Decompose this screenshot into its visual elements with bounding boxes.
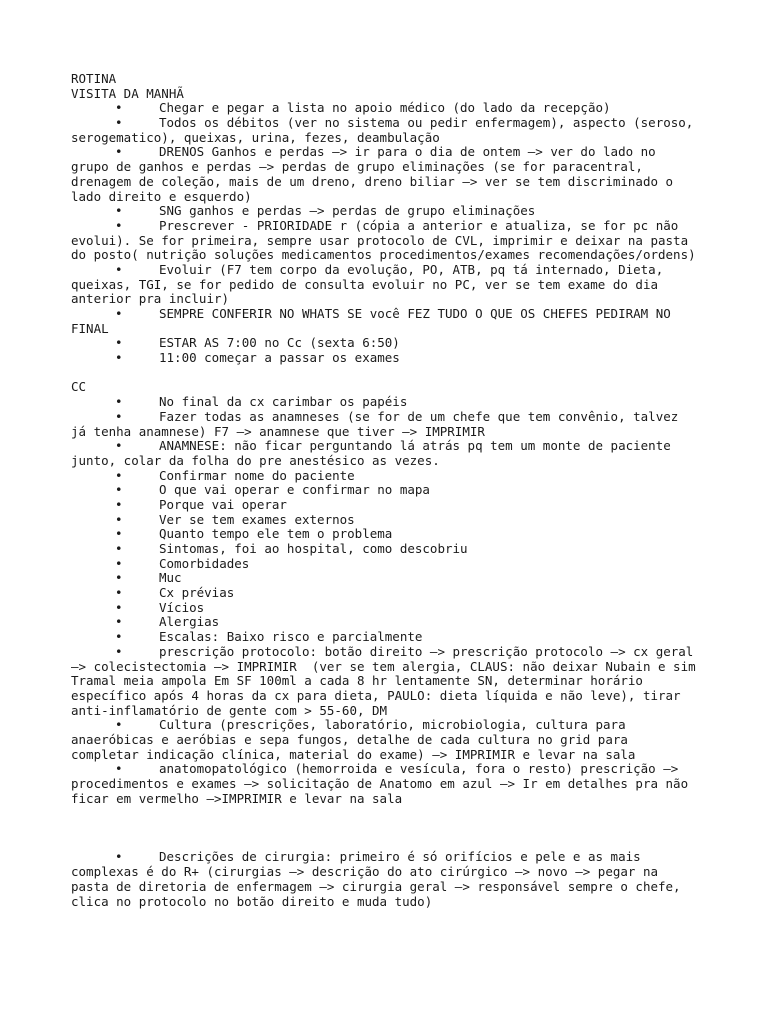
list-item-line: ficar em vermelho —>IMPRIMIR e levar na sala [71,790,403,806]
list-item-line: anatomopatológico (hemorroida e vesícula, fora o resto) prescrição —> [159,761,679,777]
list-item-line: FINAL [71,320,109,336]
list-item [71,557,711,572]
section-heading: VISITA DA MANHÃ [71,85,184,101]
bullet-icon: • [115,511,123,527]
bullet-icon: • [115,394,123,410]
list-item [71,630,711,645]
list-item-line: Alergias [159,614,220,630]
list-item [71,101,711,116]
bullet-icon: • [115,761,123,777]
bullet-icon: • [115,482,123,498]
list-item [71,395,711,410]
list-item-line: O que vai operar e confirmar no mapa [159,482,430,498]
list-item-line: 11:00 começar a passar os exames [159,350,400,366]
list-item-line: Vícios [159,599,205,615]
list-item [71,601,711,616]
list-item-line: Tramal meia ampola Em SF 100ml a cada 8 hr lentamente SN, determinar horário [71,673,643,689]
bullet-icon: • [115,335,123,351]
list-item [71,850,711,909]
document-body [71,72,711,909]
bullet-icon: • [115,144,123,160]
list-item-line: junto, colar da folha do pre anestésico as vezes. [71,452,440,468]
section [71,380,711,806]
list-item-line: ANAMNESE: não ficar perguntando lá atrás pq tem um monte de paciente [159,438,671,454]
bullet-icon: • [115,467,123,483]
list-item-line: prescrição protocolo: botão direito —> prescrição protocolo —> cx geral [159,643,694,659]
list-item-line: Porque vai operar [159,496,287,512]
list-item-line: grupo de ganhos e perdas —> perdas de grupo eliminações (se for paracentral, [71,159,643,175]
list-item [71,336,711,351]
list-item-line: SEMPRE CONFERIR NO WHATS SE você FEZ TUDO O QUE OS CHEFES PEDIRAM NO [159,306,671,321]
section [71,72,711,366]
list-item [71,469,711,484]
list-item [71,527,711,542]
list-item-line: anterior pra incluir) [71,291,230,307]
list-item-line: Confirmar nome do paciente [159,467,355,483]
bullet-icon: • [115,717,123,733]
list-item [71,542,711,557]
bullet-icon: • [115,115,123,131]
bullet-icon: • [115,614,123,630]
list-item-line: serogematico), queixas, urina, fezes, deambulação [71,129,440,145]
list-item [71,718,711,762]
list-item-line: Cx prévias [159,585,235,601]
list-item-line: anaeróbicas e aeróbias e sepa fungos, detalhe de cada cultura no grid para [71,731,628,747]
bullet-icon: • [115,629,123,645]
list-item-line: Descrições de cirurgia: primeiro é só orifícios e pele e as mais [159,849,641,865]
bullet-icon: • [115,261,123,277]
list-item [71,483,711,498]
list-item-line: Comorbidades [159,555,250,571]
list-item [71,513,711,528]
bullet-icon: • [115,555,123,571]
bullet-icon: • [115,585,123,601]
list-item [71,145,711,204]
list-item-line: drenagem de coleção, mais de um dreno, dreno biliar —> ver se tem discriminado o [71,173,674,189]
section-heading: ROTINA [71,71,117,86]
list-item-line: No final da cx carimbar os papéis [159,394,408,410]
list-item-line: —> colecistectomia —> IMPRIMIR (ver se tem alergia, CLAUS: não deixar Nubain e sim [71,658,696,674]
bullet-icon: • [115,350,123,366]
list-item-line: ESTAR AS 7:00 no Cc (sexta 6:50) [159,335,400,351]
list-item-line: clica no protocolo no botão direito e muda tudo) [71,893,433,909]
list-item-line: procedimentos e exames —> solicitação de Anatomo em azul —> Ir em detalhes pra não [71,776,689,791]
section [71,850,711,909]
blank-line [71,836,711,851]
bullet-icon: • [115,217,123,233]
list-item-line: Todos os débitos (ver no sistema ou pedir enfermagem), aspecto (seroso, [159,115,694,131]
bullet-icon: • [115,599,123,615]
bullet-icon: • [115,408,123,424]
list-item-line: específico após 4 horas da cx para dieta, PAULO: dieta líquida e não leve), tirar [71,687,681,703]
list-item [71,615,711,630]
bullet-icon: • [115,643,123,659]
list-item-line: do posto( nutrição soluções medicamentos procedimentos/exames recomendações/ordens) [71,247,696,263]
list-item [71,116,711,145]
list-item [71,762,711,806]
list-item-line: Quanto tempo ele tem o problema [159,526,393,542]
list-item-line: Evoluir (F7 tem corpo da evolução, PO, ATB, pq tá internado, Dieta, [159,261,664,277]
list-item [71,439,711,468]
list-item-line: lado direito e esquerdo) [71,188,252,204]
bullet-icon: • [115,306,123,321]
list-item [71,351,711,366]
list-item-line: DRENOS Ganhos e perdas —> ir para o dia de ontem —> ver do lado no [159,144,656,160]
list-item-line: SNG ganhos e perdas —> perdas de grupo eliminações [159,203,536,219]
bullet-icon: • [115,849,123,865]
list-item-line: Chegar e pegar a lista no apoio médico (do lado da recepção) [159,100,611,116]
list-item-line: já tenha anamnese) F7 —> anamnese que tiver —> IMPRIMIR [71,423,485,439]
list-item [71,498,711,513]
list-item-line: anti-inflamatório de gente com > 55-60, DM [71,702,388,718]
list-item-line: Muc [159,570,182,586]
blank-line [71,806,711,821]
list-item-line: queixas, TGI, se for pedido de consulta evoluir no PC, ver se tem exame do dia [71,276,658,292]
list-item [71,307,711,336]
list-item-line: complexas é do R+ (cirurgias —> descrição do ato cirúrgico —> novo —> pegar na [71,864,658,880]
blank-line [71,821,711,836]
list-item [71,586,711,601]
list-item-line: pasta de diretoria de enfermagem —> cirurgia geral —> responsável sempre o chefe, [71,878,681,894]
bullet-icon: • [115,100,123,116]
bullet-icon: • [115,541,123,556]
bullet-icon: • [115,570,123,586]
list-item [71,263,711,307]
list-item-line: evolui). Se for primeira, sempre usar protocolo de CVL, imprimir e deixar na pasta [71,232,689,248]
list-item-line: completar indicação clínica, material do exame) —> IMPRIMIR e levar na sala [71,746,636,762]
list-item [71,410,711,439]
list-item-line: Prescrever - PRIORIDADE r (cópia a anterior e atualiza, se for pc não [159,217,679,233]
section-heading: CC [71,379,87,395]
bullet-icon: • [115,496,123,512]
list-item [71,571,711,586]
bullet-icon: • [115,203,123,219]
list-item [71,204,711,219]
list-item-line: Fazer todas as anamneses (se for de um chefe que tem convênio, talvez [159,408,679,424]
bullet-icon: • [115,438,123,454]
bullet-icon: • [115,526,123,542]
list-item-line: Sintomas, foi ao hospital, como descobriu [159,541,468,556]
blank-line [71,366,711,381]
list-item-line: Ver se tem exames externos [159,511,355,527]
list-item [71,645,711,718]
list-item [71,219,711,263]
list-item-line: Cultura (prescrições, laboratório, microbiologia, cultura para [159,717,626,733]
list-item-line: Escalas: Baixo risco e parcialmente [159,629,423,645]
